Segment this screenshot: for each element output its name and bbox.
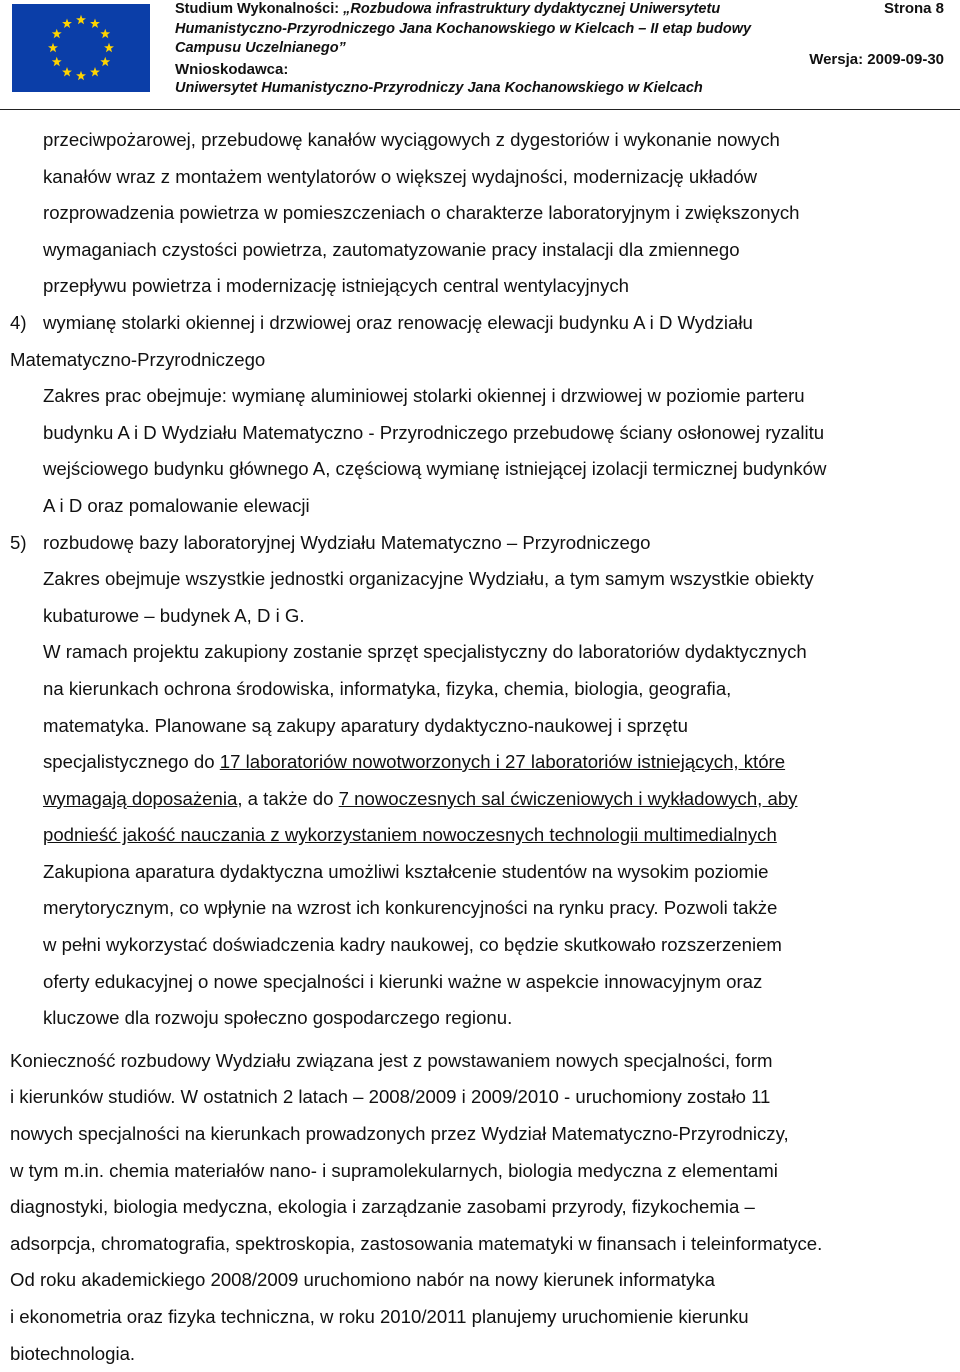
text-line: i ekonometria oraz fizyka techniczna, w roku 2010/2011 planujemy uruchomienie kierunku bbox=[10, 1306, 749, 1327]
text-line: kubaturowe – budynek A, D i G. bbox=[43, 604, 305, 626]
underlined-text: wymagają doposażenia bbox=[43, 787, 238, 809]
list-item-text: Matematyczno-Przyrodniczego bbox=[10, 348, 266, 370]
text-line: Zakupiona aparatura dydaktyczna umożliwi kształcenie studentów na wysokim poziomie bbox=[43, 860, 769, 882]
paragraph-ventilation bbox=[43, 122, 935, 305]
underlined-text: 17 laboratoriów nowotworzonych i 27 laboratoriów istniejących, które bbox=[219, 751, 786, 773]
applicant-name: Uniwersytet Humanistyczno-Przyrodniczy Jana Kochanowskiego w Kielcach bbox=[175, 80, 703, 96]
underlined-text: podnieść jakość nauczania z wykorzystaniem nowoczesnych technologii multimedialnych bbox=[43, 824, 777, 846]
text-line: biotechnologia. bbox=[10, 1342, 136, 1364]
project-title bbox=[175, 0, 785, 59]
list-number: 4) bbox=[10, 311, 27, 333]
list-item-text: rozbudowę bazy laboratoryjnej Wydziału Matematyczno – Przyrodniczego bbox=[43, 531, 651, 553]
text-line: kluczowe dla rozwoju społeczno gospodarczego regionu. bbox=[43, 1007, 513, 1029]
header-divider bbox=[0, 109, 960, 110]
paragraph-scope-works bbox=[43, 378, 935, 524]
text-line: w pełni wykorzystać doświadczenia kadry naukowej, co będzie skutkowało rozszerzeniem bbox=[43, 934, 782, 956]
text-line: nowych specjalności na kierunkach prowadzonych przez Wydział Matematyczno-Przyrodniczy, bbox=[10, 1123, 789, 1145]
list-item-5 bbox=[10, 525, 935, 562]
text-line bbox=[43, 817, 935, 854]
text-line: przepływu powietrza i modernizację istniejących central wentylacyjnych bbox=[43, 275, 629, 297]
text-line: W ramach projektu zakupiony zostanie sprzęt specjalistyczny do laboratoriów dydaktycznych bbox=[43, 641, 807, 663]
text-span: , a także do bbox=[237, 787, 339, 809]
project-title-line3: Campusu Uczelnianego” bbox=[175, 40, 346, 56]
text-line: i kierunków studiów. W ostatnich 2 latach – 2008/2009 i 2009/2010 - uruchomiony zostało 11 bbox=[10, 1086, 771, 1108]
eu-flag-icon bbox=[12, 4, 150, 92]
document-body bbox=[0, 122, 960, 1372]
version-date: Wersja: 2009-09-30 bbox=[809, 51, 944, 68]
text-line: przeciwpożarowej, przebudowę kanałów wyciągowych z dygestoriów i wykonanie nowych bbox=[43, 129, 780, 150]
list-item-4 bbox=[10, 305, 935, 378]
paragraph-scope-units bbox=[43, 561, 935, 634]
text-line: merytorycznym, co wpłynie na wzrost ich konkurencyjności na rynku pracy. Pozwoli także bbox=[43, 897, 778, 919]
text-line: na kierunkach ochrona środowiska, informatyka, fizyka, chemia, biologia, geografia, bbox=[43, 677, 732, 699]
list-number: 5) bbox=[10, 531, 27, 553]
paragraph-equipment bbox=[43, 634, 935, 854]
list-item-text: wymianę stolarki okiennej i drzwiowej oraz renowację elewacji budynku A i D Wydziału bbox=[43, 311, 753, 333]
project-title-line2: Humanistyczno-Przyrodniczego Jana Kochanowskiego w Kielcach – II etap budowy bbox=[175, 20, 752, 37]
text-line: Zakres prac obejmuje: wymianę aluminiowej stolarki okiennej i drzwiowej w poziomie parteru bbox=[43, 385, 805, 407]
applicant-label: Wnioskodawca: bbox=[175, 61, 289, 78]
text-line: adsorpcja, chromatografia, spektroskopia, zastosowania matematyki w finansach i teleinformatyce. bbox=[10, 1232, 823, 1254]
paragraph-new-specialties bbox=[10, 1043, 935, 1372]
page-header bbox=[0, 0, 960, 110]
paragraph-benefits bbox=[43, 854, 935, 1037]
page-number: Strona 8 bbox=[883, 0, 944, 17]
study-label: Studium Wykonalności: bbox=[175, 1, 344, 17]
text-line: wejściowego budynku głównego A, częściową wymianę istniejącej izolacji termicznej budynków bbox=[43, 458, 827, 480]
underlined-text: 7 nowoczesnych sal ćwiczeniowych i wykładowych, aby bbox=[338, 787, 798, 809]
text-line bbox=[43, 781, 935, 818]
project-title-line1: „Rozbudowa infrastruktury dydaktycznej Uniwersytetu bbox=[343, 1, 721, 17]
text-line: rozprowadzenia powietrza w pomieszczeniach o charakterze laboratoryjnym i zwiększonych bbox=[43, 202, 800, 224]
text-line: Konieczność rozbudowy Wydziału związana jest z powstawaniem nowych specjalności, form bbox=[10, 1049, 773, 1071]
text-line bbox=[43, 744, 935, 781]
text-line: diagnostyki, biologia medyczna, ekologia i zarządzanie zasobami przyrody, fizykochemia – bbox=[10, 1196, 755, 1218]
text-line: Od roku akademickiego 2008/2009 uruchomiono nabór na nowy kierunek informatyka bbox=[10, 1269, 715, 1291]
text-line: Zakres obejmuje wszystkie jednostki organizacyjne Wydziału, a tym samym wszystkie obiekty bbox=[43, 568, 814, 590]
text-line: budynku A i D Wydziału Matematyczno - Przyrodniczego przebudowę ściany osłonowej ryzalitu bbox=[43, 421, 825, 443]
text-span: specjalistycznego do bbox=[43, 751, 220, 773]
text-line: matematyka. Planowane są zakupy aparatury dydaktyczno-naukowej i sprzętu bbox=[43, 714, 688, 736]
text-line: w tym m.in. chemia materiałów nano- i supramolekularnych, biologia medyczna z elementami bbox=[10, 1159, 778, 1181]
text-line: oferty edukacyjnej o nowe specjalności i kierunki ważne w aspekcie innowacyjnym oraz bbox=[43, 970, 763, 992]
text-line: wymaganiach czystości powietrza, zautomatyzowanie pracy instalacji dla zmiennego bbox=[43, 238, 740, 260]
text-line: A i D oraz pomalowanie elewacji bbox=[43, 494, 310, 516]
text-line: kanałów wraz z montażem wentylatorów o większej wydajności, modernizację układów bbox=[43, 165, 758, 187]
